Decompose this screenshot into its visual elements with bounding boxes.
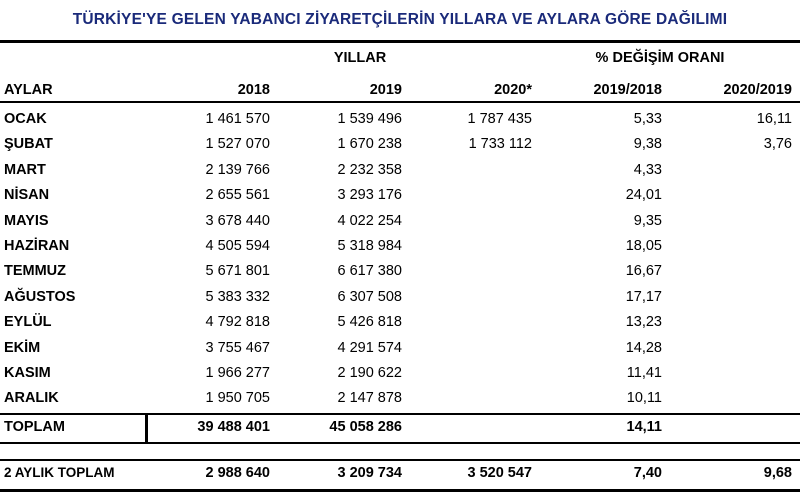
month-label: MART [4, 162, 46, 178]
change-2019-2018: 10,11 [626, 390, 662, 406]
change-2020-2019: 3,76 [763, 136, 792, 152]
value-2019: 5 426 818 [337, 314, 402, 330]
two-month-total-2018: 2 988 640 [205, 465, 270, 481]
change-2019-2018: 24,01 [625, 187, 662, 203]
rule-total-top [0, 413, 800, 415]
change-2019-2018: 5,33 [633, 111, 662, 127]
change-2019-2018: 4,33 [633, 162, 662, 178]
value-2019: 1 539 496 [337, 111, 402, 127]
month-label: HAZİRAN [4, 238, 70, 254]
value-2019: 2 232 358 [337, 162, 402, 178]
two-month-total-2020: 3 520 547 [467, 465, 532, 481]
rule-summary-top [0, 459, 800, 461]
change-2019-2018: 16,67 [625, 263, 662, 279]
col-header-months: AYLAR [4, 82, 53, 98]
month-label: AĞUSTOS [4, 289, 76, 305]
change-2019-2018: 18,05 [625, 238, 662, 254]
change-2019-2018: 11,41 [626, 365, 662, 381]
value-2019: 5 318 984 [337, 238, 402, 254]
col-header-2020: 2020* [494, 82, 532, 98]
value-2020: 1 733 112 [468, 136, 532, 152]
value-2018: 5 383 332 [205, 289, 270, 305]
value-2019: 2 147 878 [337, 390, 402, 406]
value-2019: 3 293 176 [337, 187, 402, 203]
value-2019: 2 190 622 [337, 365, 402, 381]
value-2018: 1 966 277 [205, 365, 270, 381]
rule-total-bottom [0, 442, 800, 444]
change-2019-2018: 14,28 [625, 340, 662, 356]
col-header-2018: 2018 [237, 82, 270, 98]
two-month-total-2019: 3 209 734 [337, 465, 402, 481]
total-2018: 39 488 401 [197, 419, 270, 435]
month-label: EKİM [4, 340, 41, 356]
change-2019-2018: 17,17 [625, 289, 662, 305]
month-label: NİSAN [4, 187, 50, 203]
col-header-2019-2018: 2019/2018 [593, 82, 662, 98]
value-2019: 4 291 574 [337, 340, 402, 356]
value-2018: 2 655 561 [205, 187, 270, 203]
two-month-total-change-2019-2018: 7,40 [633, 465, 662, 481]
total-label: TOPLAM [4, 419, 65, 435]
value-2018: 4 505 594 [205, 238, 270, 254]
value-2019: 1 670 238 [337, 136, 402, 152]
value-2018: 4 792 818 [205, 314, 270, 330]
value-2019: 6 617 380 [337, 263, 402, 279]
two-month-total-change-2020-2019: 9,68 [763, 465, 792, 481]
value-2019: 6 307 508 [337, 289, 402, 305]
change-group-header: % DEĞİŞİM ORANI [595, 50, 725, 66]
month-label: ARALIK [4, 390, 59, 406]
col-header-2019: 2019 [369, 82, 402, 98]
value-2020: 1 787 435 [467, 111, 532, 127]
total-divider [145, 413, 148, 443]
value-2018: 1 461 570 [205, 111, 270, 127]
value-2018: 2 139 766 [205, 162, 270, 178]
years-group-header: YILLAR [333, 50, 387, 66]
table-title: TÜRKİYE'YE GELEN YABANCI ZİYARETÇİLERİN YILLARA VE AYLARA GÖRE DAĞILIMI [72, 11, 728, 28]
month-label: OCAK [4, 111, 47, 127]
change-2019-2018: 9,38 [633, 136, 662, 152]
value-2018: 3 755 467 [205, 340, 270, 356]
month-label: KASIM [4, 365, 51, 381]
two-month-total-label: 2 AYLIK TOPLAM [4, 465, 115, 480]
rule-bottom [0, 489, 800, 492]
rule-header-bottom [0, 101, 800, 103]
value-2018: 3 678 440 [205, 213, 270, 229]
change-2019-2018: 9,35 [633, 213, 662, 229]
value-2018: 1 950 705 [205, 390, 270, 406]
col-header-2020-2019: 2020/2019 [723, 82, 792, 98]
rule-top [0, 40, 800, 43]
value-2018: 5 671 801 [205, 263, 270, 279]
month-label: TEMMUZ [4, 263, 67, 279]
value-2019: 4 022 254 [337, 213, 402, 229]
month-label: EYLÜL [4, 314, 52, 330]
month-label: MAYIS [4, 213, 49, 229]
month-label: ŞUBAT [4, 136, 53, 152]
total-2019: 45 058 286 [329, 419, 402, 435]
change-2020-2019: 16,11 [756, 111, 792, 127]
value-2018: 1 527 070 [205, 136, 270, 152]
change-2019-2018: 13,23 [625, 314, 662, 330]
total-change-2019-2018: 14,11 [626, 419, 662, 435]
